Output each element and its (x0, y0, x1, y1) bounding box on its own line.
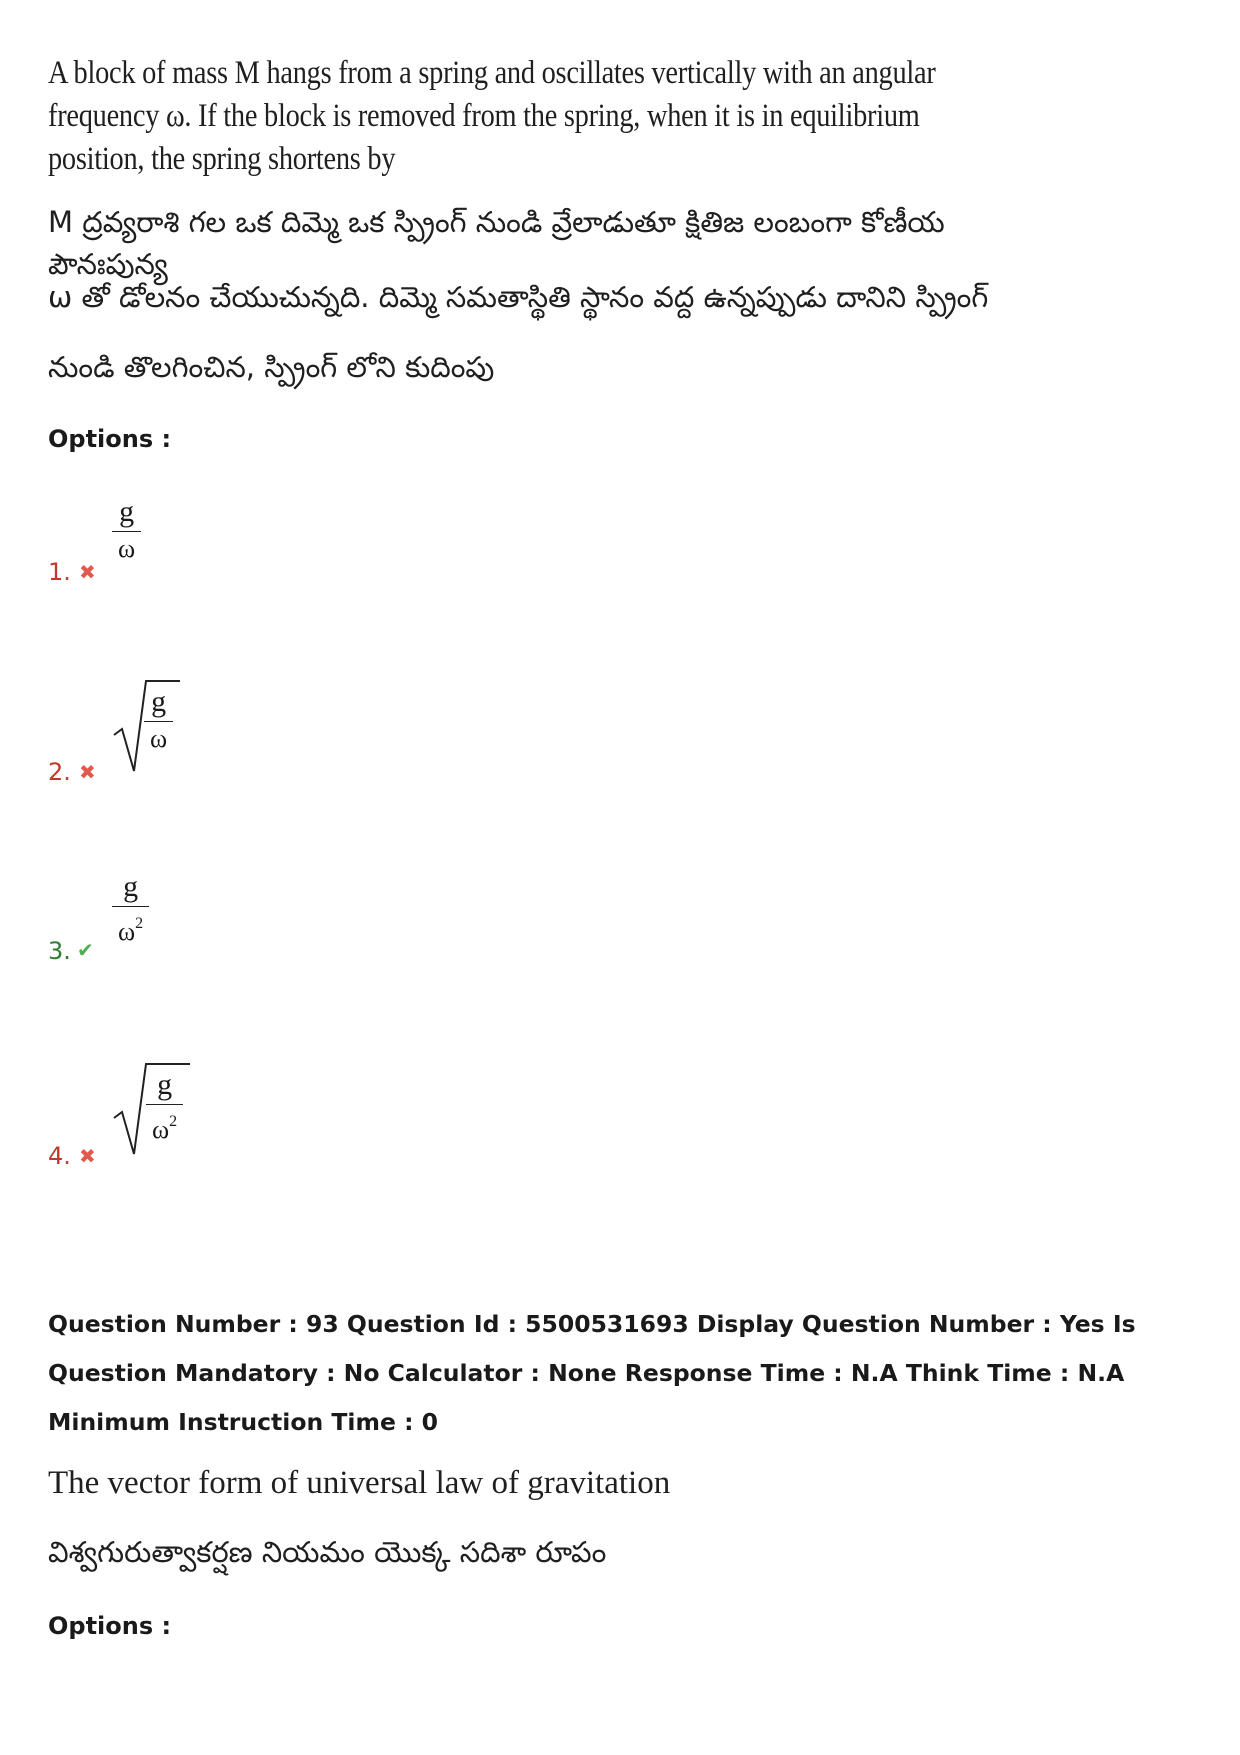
option-number: 4. (48, 1142, 71, 1170)
denominator: ω (152, 1115, 170, 1144)
option-number: 3. (48, 937, 71, 965)
question-92-english-text: A block of mass M hangs from a spring and oscillates vertically with an angular frequency ω. If the block is removed from the spring, when it is in equilibrium position, the spring shortens by (48, 55, 936, 177)
denominator: ω (118, 534, 136, 563)
denominator: ω (118, 917, 136, 946)
numerator: g (151, 685, 167, 718)
question-93-metadata: Question Number : 93 Question Id : 5500531693 Display Question Number : Yes Is Question Mandatory : No Calculator : None Response Time : N.A Think Time : N.A Minimum Instruction Time : 0 (48, 1310, 1136, 1436)
question-93-english-text: The vector form of universal law of gravitation (48, 1465, 671, 1501)
cross-icon: ✖ (79, 560, 96, 584)
question-92-telugu-line-1: M ద్రవ్యరాశి గల ఒక దిమ్మె ఒక స్ప్రింగ్ నుండి వ్రేలాడుతూ క్షితిజ లంబంగా కోణీయ పౌనఃపున్య (48, 205, 945, 281)
question-92-telugu-line-2: ω తో డోలనం చేయుచున్నది. దిమ్మె సమతాస్థితి స్థానం వద్ద ఉన్నప్పుడు దానిని స్ప్రింగ్ (48, 280, 989, 314)
cross-icon: ✖ (79, 760, 96, 784)
question-92-telugu-line-3: నుండి తొలగించిన, స్ప్రింగ్ లోని కుదింపు (48, 350, 495, 384)
options-label: Options : (48, 425, 172, 453)
option-number: 1. (48, 558, 71, 586)
options-label: Options : (48, 1612, 172, 1640)
exponent: 2 (169, 1113, 178, 1130)
check-icon: ✔ (77, 938, 94, 962)
exponent: 2 (135, 915, 144, 932)
question-93-telugu-text: విశ్వగురుత్వాకర్షణ నియమం యొక్క సదిశా రూపం (48, 1535, 607, 1569)
numerator: g (123, 870, 139, 903)
option-3-formula (112, 870, 149, 947)
option-1-formula (112, 495, 141, 564)
numerator: g (119, 495, 135, 528)
option-number: 2. (48, 758, 71, 786)
numerator: g (157, 1068, 173, 1101)
denominator: ω (150, 724, 168, 753)
cross-icon: ✖ (79, 1144, 96, 1168)
